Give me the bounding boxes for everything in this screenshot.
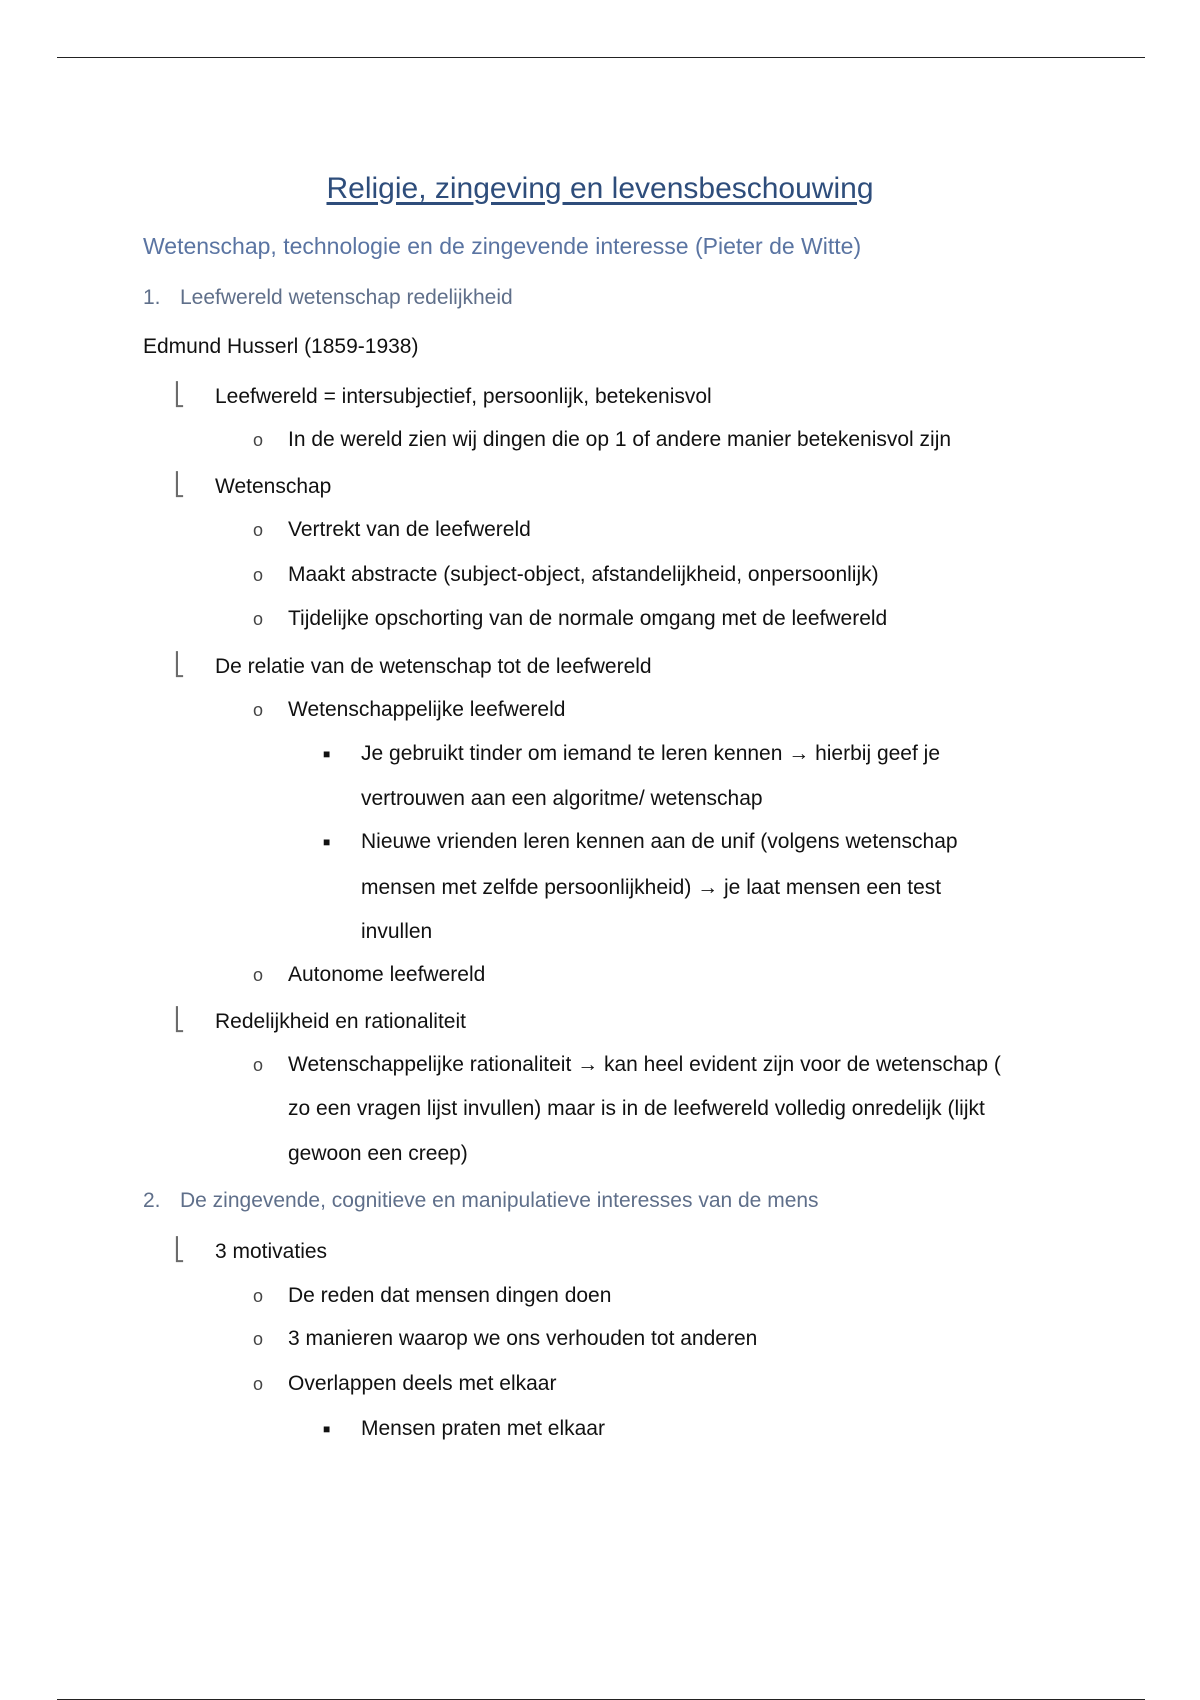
list-item: 3 motivaties <box>215 1240 328 1263</box>
bullet-level3: ■ <box>323 835 331 849</box>
heading-1: Wetenschap, technologie en de zingevende interesse (Pieter de Witte) <box>143 233 862 259</box>
list-item: In de wereld zien wij dingen die op 1 of andere manier betekenisvol zijn <box>288 428 952 451</box>
list-item-continuation: mensen met zelfde persoonlijkheid) → je laat mensen een test <box>361 876 942 899</box>
section-title: Leefwereld wetenschap redelijkheid <box>180 286 513 309</box>
list-item: Nieuwe vrienden leren kennen aan de unif (volgens wetenschap <box>361 830 958 853</box>
bullet-level2: o <box>253 1055 264 1075</box>
section-number: 2. <box>143 1189 161 1212</box>
section-number: 1. <box>143 286 161 309</box>
section-heading-2 <box>143 1187 819 1215</box>
list-item-continuation: invullen <box>361 920 433 943</box>
bullet-level1: ⎣ <box>174 383 185 408</box>
list-item: 3 manieren waarop we ons verhouden tot anderen <box>288 1327 758 1350</box>
list-item: Vertrekt van de leefwereld <box>288 518 531 541</box>
document-title: Religie, zingeving en levensbeschouwing <box>326 172 874 205</box>
section-heading-1 <box>143 284 513 312</box>
bullet-level2: o <box>253 609 264 629</box>
bullet-level1: ⎣ <box>174 1238 185 1263</box>
list-item-continuation: gewoon een creep) <box>288 1142 468 1165</box>
author-line: Edmund Husserl (1859-1938) <box>143 335 419 358</box>
list-item: Wetenschappelijke leefwereld <box>288 698 566 721</box>
bullet-level2: o <box>253 430 264 450</box>
bullet-level3: ■ <box>323 747 331 761</box>
bullet-level2: o <box>253 1286 264 1306</box>
list-item-continuation: zo een vragen lijst invullen) maar is in de leefwereld volledig onredelijk (lijkt <box>288 1097 985 1120</box>
bullet-level2: o <box>253 700 264 720</box>
list-item: Wetenschap <box>215 475 332 498</box>
list-item: Je gebruikt tinder om iemand te leren kennen → hierbij geef je <box>361 742 940 765</box>
list-item: De relatie van de wetenschap tot de leefwereld <box>215 655 652 678</box>
list-item: Leefwereld = intersubjectief, persoonlijk, betekenisvol <box>215 385 712 408</box>
bullet-level2: o <box>253 520 264 540</box>
bullet-level2: o <box>253 565 264 585</box>
section-title: De zingevende, cognitieve en manipulatieve interesses van de mens <box>180 1189 819 1212</box>
bullet-level2: o <box>253 1329 264 1349</box>
header-rule <box>57 57 1145 58</box>
list-item: Maakt abstracte (subject-object, afstandelijkheid, onpersoonlijk) <box>288 563 879 586</box>
bullet-level3: ■ <box>323 1422 331 1436</box>
list-item: Wetenschappelijke rationaliteit → kan heel evident zijn voor de wetenschap ( <box>288 1053 1001 1076</box>
list-item: Redelijkheid en rationaliteit <box>215 1010 466 1033</box>
bullet-level1: ⎣ <box>174 473 185 498</box>
list-item: Mensen praten met elkaar <box>361 1417 605 1440</box>
list-item: Autonome leefwereld <box>288 963 486 986</box>
list-item: Tijdelijke opschorting van de normale omgang met de leefwereld <box>288 607 888 630</box>
bullet-level2: o <box>253 965 264 985</box>
bullet-level2: o <box>253 1374 264 1394</box>
bullet-level1: ⎣ <box>174 1008 185 1033</box>
list-item-continuation: vertrouwen aan een algoritme/ wetenschap <box>361 787 763 810</box>
list-item: De reden dat mensen dingen doen <box>288 1284 612 1307</box>
list-item: Overlappen deels met elkaar <box>288 1372 557 1395</box>
bullet-level1: ⎣ <box>174 653 185 678</box>
